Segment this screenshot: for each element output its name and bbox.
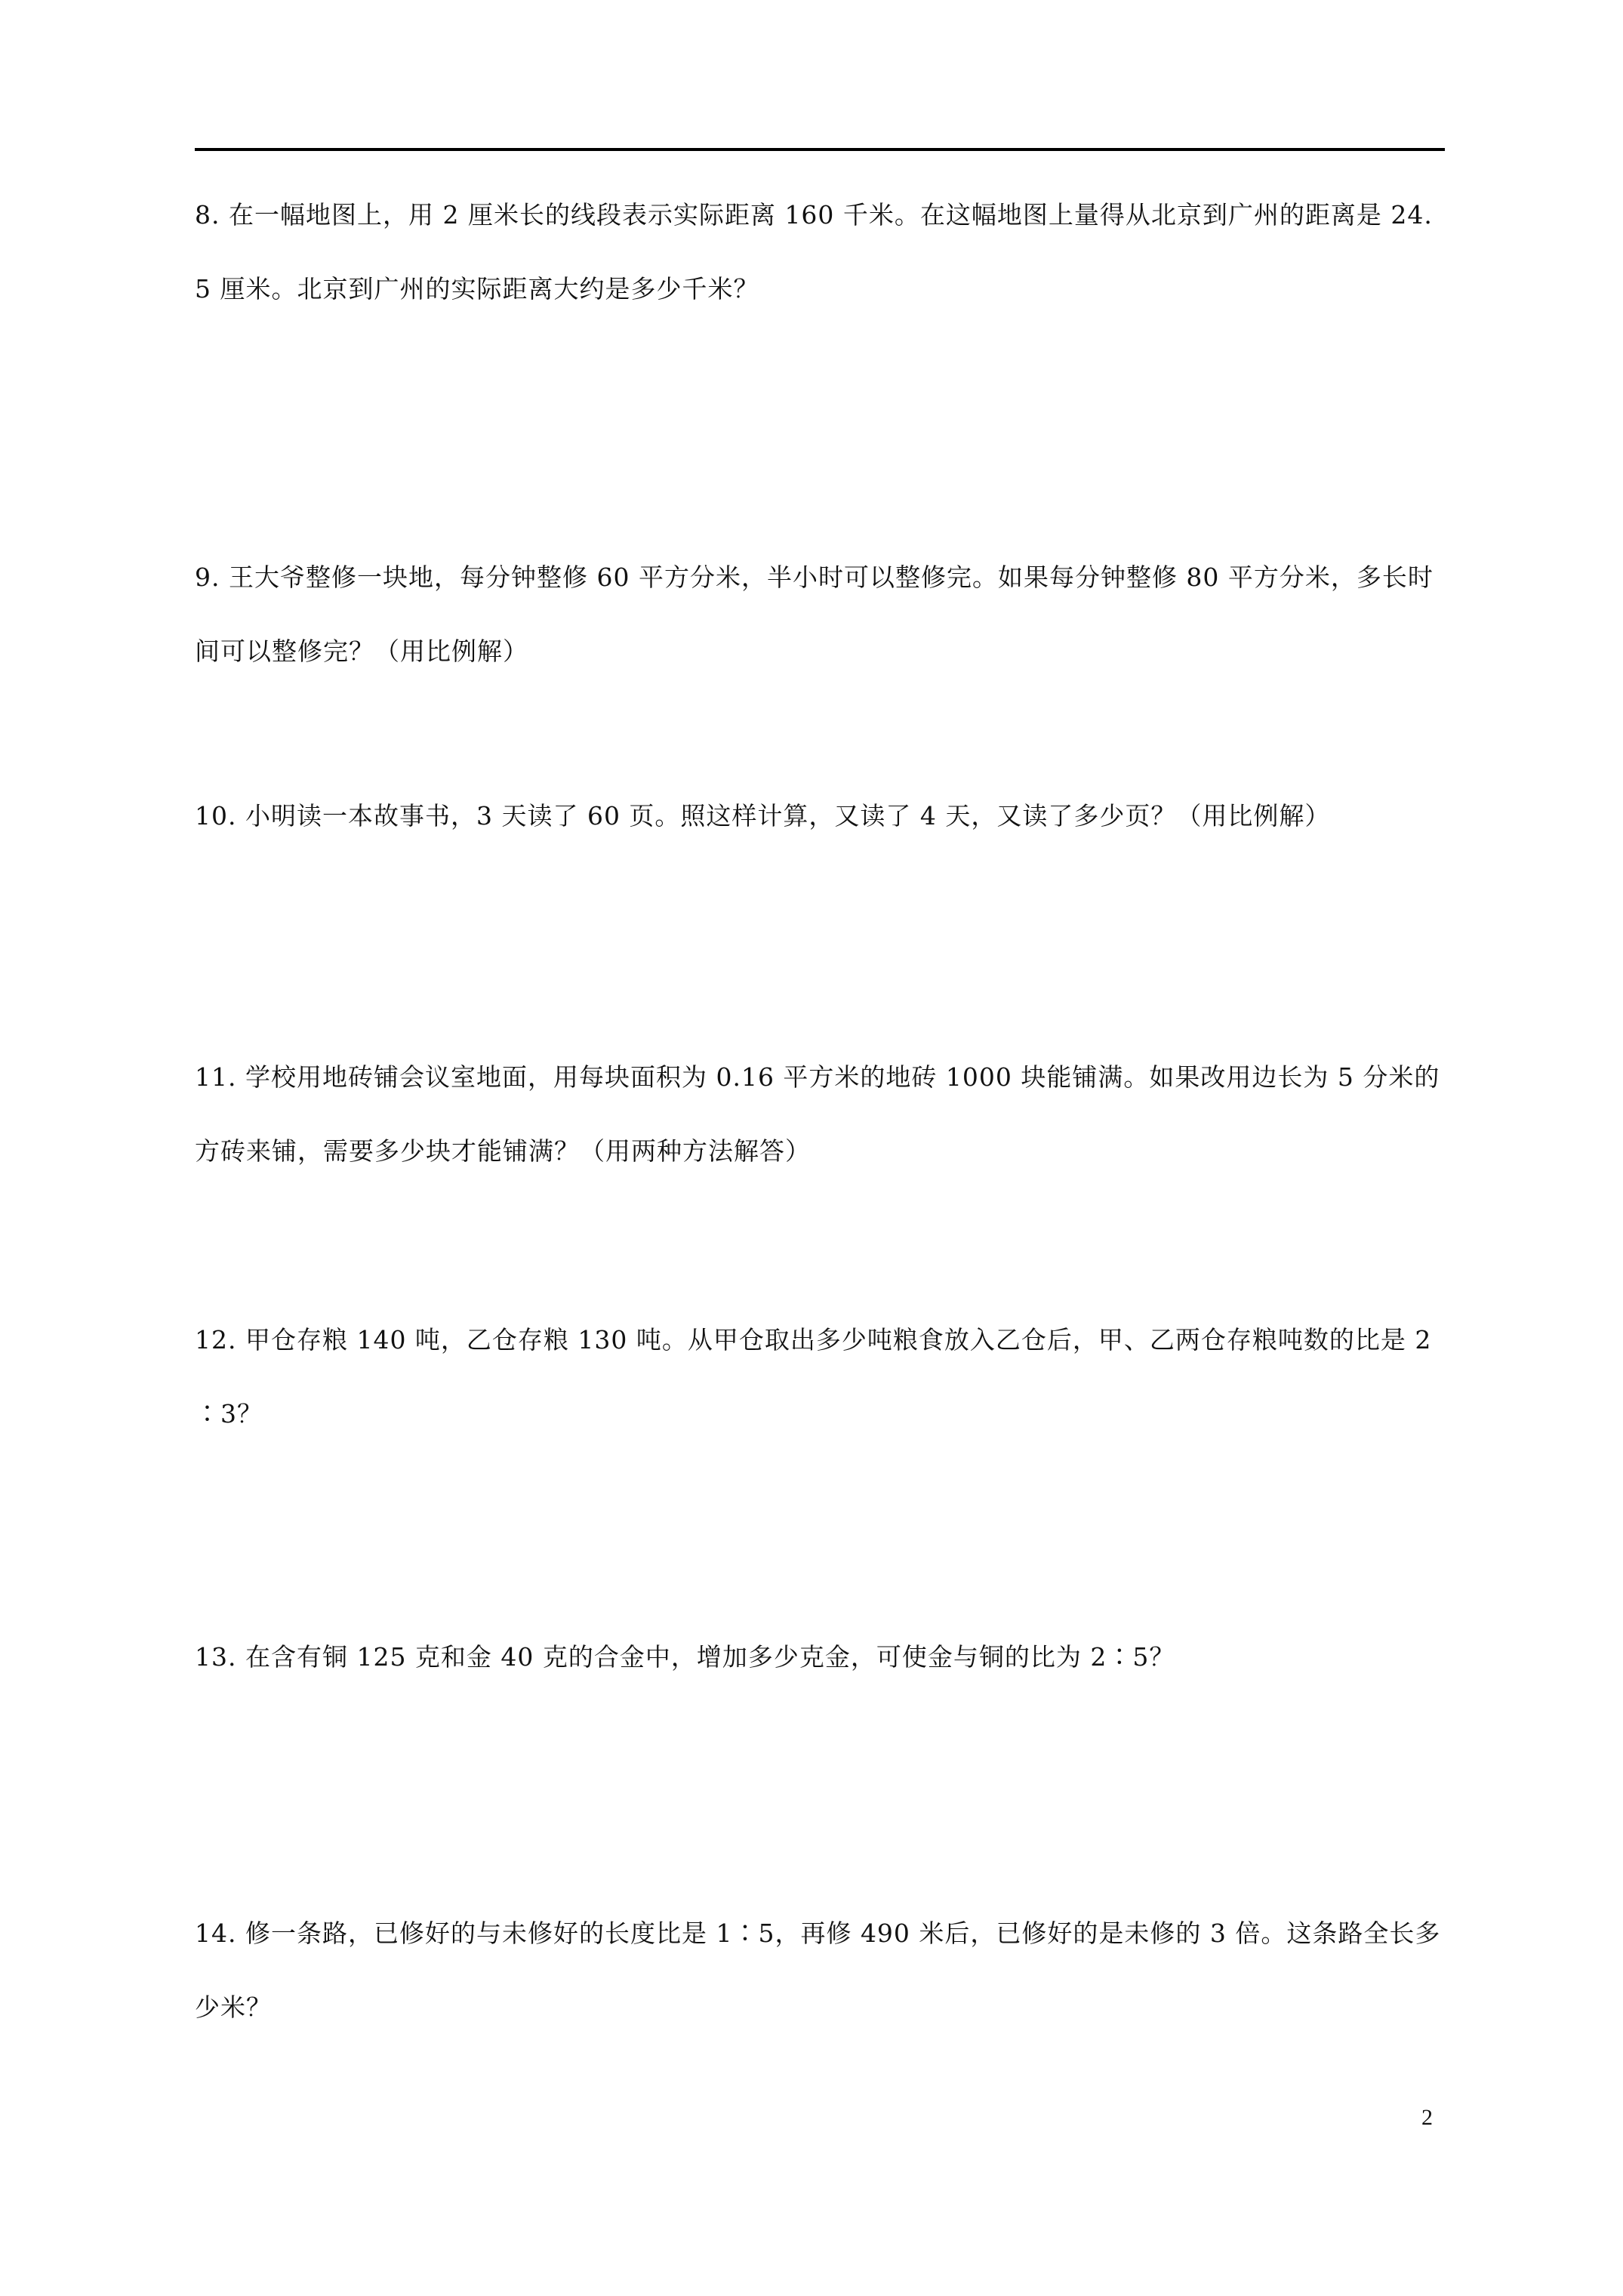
page-number: 2 (1421, 2105, 1433, 2130)
question-14: 14. 修一条路，已修好的与未修好的长度比是 1∶5，再修 490 米后，已修好的是未修的 3 倍。这条路全长多少米？ (195, 1918, 1441, 2022)
question-11: 11. 学校用地砖铺会议室地面，用每块面积为 0.16 平方米的地砖 1000 块能铺满。如果改用边长为 5 分米的方砖来铺，需要多少块才能铺满？（用两种方法解答） (195, 1062, 1440, 1166)
question-10: 10. 小明读一本故事书，3 天读了 60 页。照这样计算，又读了 4 天，又读了多少页？（用比例解） (195, 801, 1331, 831)
question-12: 12. 甲仓存粮 140 吨，乙仓存粮 130 吨。从甲仓取出多少吨粮食放入乙仓后，甲、乙两仓存粮吨数的比是 2∶3？ (195, 1325, 1432, 1428)
question-8: 8. 在一幅地图上，用 2 厘米长的线段表示实际距离 160 千米。在这幅地图上量得从北京到广州的距离是 24.5 厘米。北京到广州的实际距离大约是多少千米？ (195, 200, 1433, 304)
header-rule (195, 148, 1445, 151)
question-9: 9. 王大爷整修一块地，每分钟整修 60 平方分米，半小时可以整修完。如果每分钟整修 80 平方分米，多长时间可以整修完？（用比例解） (195, 562, 1434, 666)
question-13: 13. 在含有铜 125 克和金 40 克的合金中，增加多少克金，可使金与铜的比为 2∶5？ (195, 1642, 1175, 1672)
